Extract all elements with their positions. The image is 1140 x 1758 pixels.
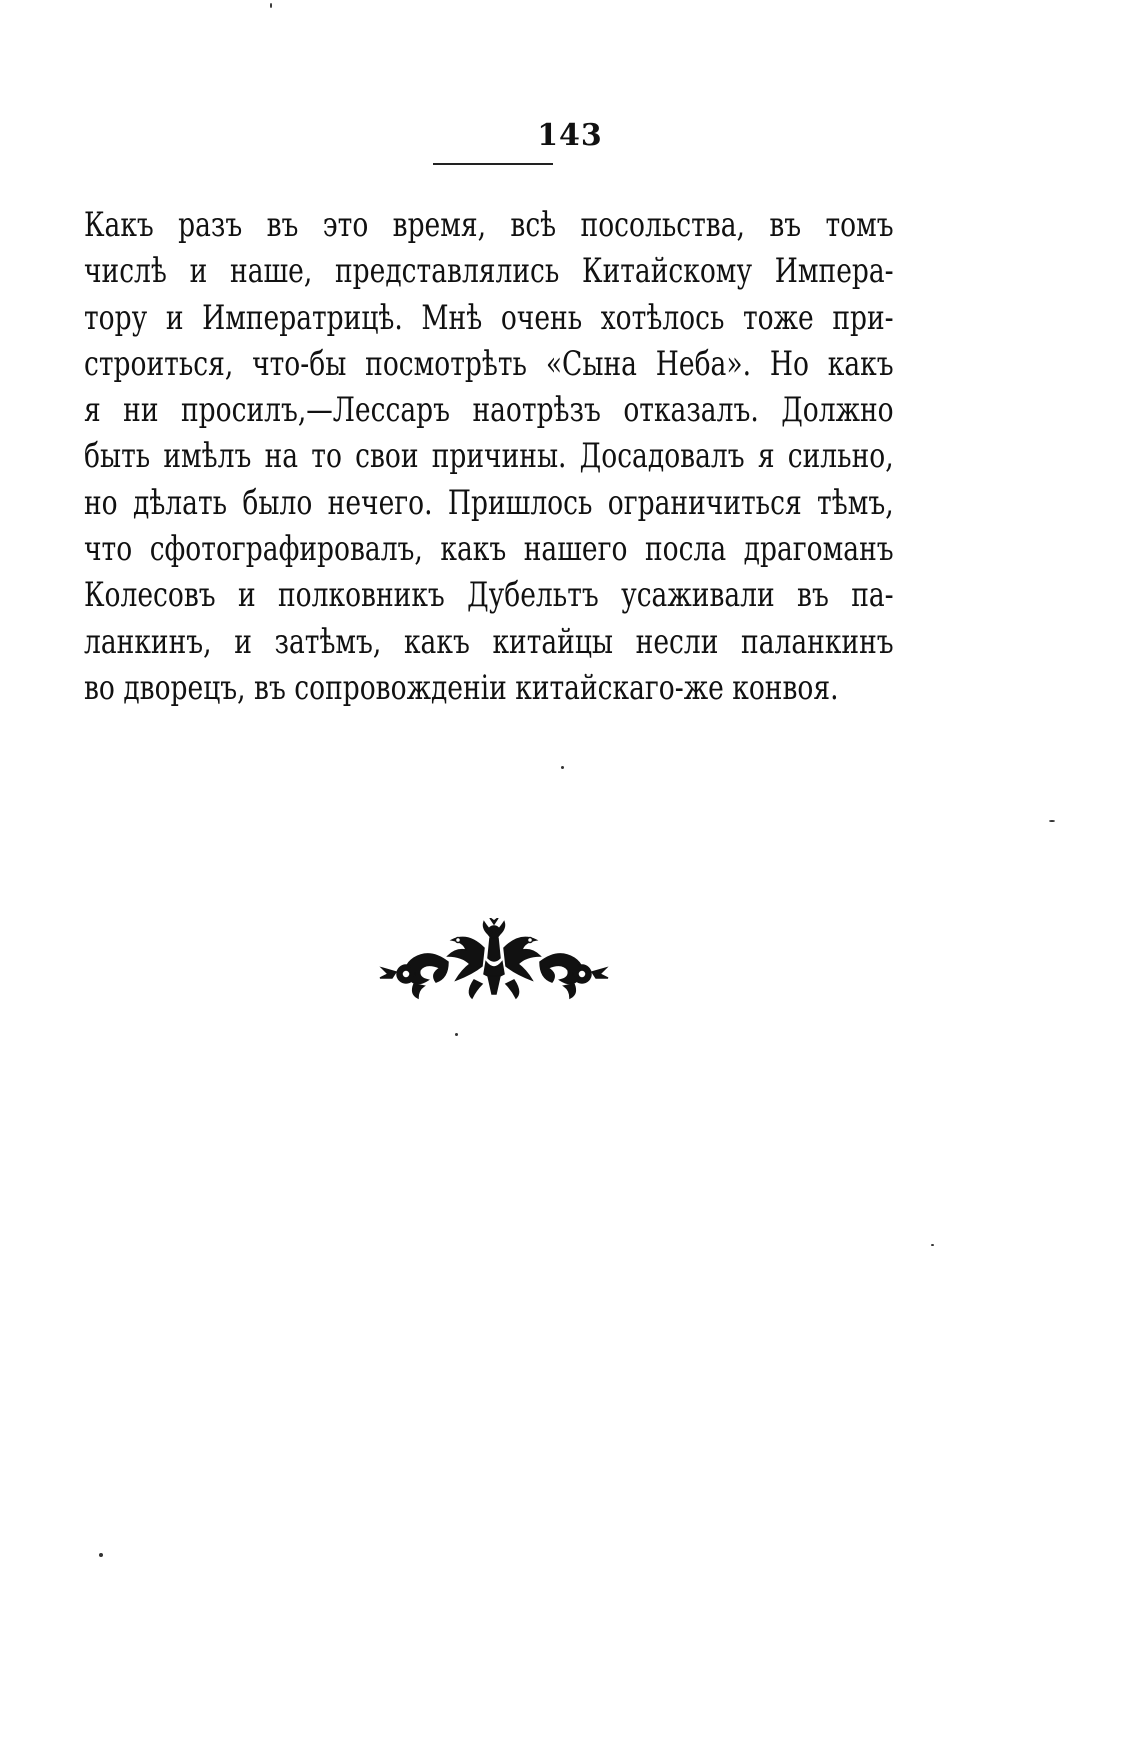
scan-speck — [561, 766, 564, 769]
scan-speck — [1049, 820, 1055, 822]
page-number: 143 — [537, 118, 603, 153]
text-line: числѣ и наше, представлялись Китайскому Импера- — [84, 251, 894, 292]
text-line: Какъ разъ въ это время, всѣ посольства, въ томъ — [84, 205, 894, 245]
scan-speck — [455, 1033, 458, 1036]
header-rule — [433, 163, 553, 165]
text-line: тору и Императрицѣ. Мнѣ очень хотѣлось тоже при- — [84, 297, 894, 338]
text-line: во дворецъ, въ сопровожденіи китайскаго-же конвоя. — [84, 667, 839, 708]
text-line: ланкинъ, и затѣмъ, какъ китайцы несли паланкинъ — [84, 621, 894, 662]
scan-speck — [270, 3, 272, 8]
body-paragraph — [84, 202, 894, 711]
text-line: строиться, что-бы посмотрѣть «Сына Неба». Но какъ — [84, 343, 894, 384]
text-line: я ни просилъ,—Лессаръ наотрѣзъ отказалъ. Должно — [84, 390, 894, 431]
text-line: Колесовъ и полковникъ Дубельтъ усаживали въ па- — [84, 575, 894, 616]
scan-speck — [931, 1244, 934, 1246]
scan-speck — [99, 1553, 103, 1557]
floral-griffin-vignette-icon — [378, 918, 610, 1000]
text-line: быть имѣлъ на то свои причины. Досадовалъ я сильно, — [84, 436, 894, 477]
text-line: но дѣлать было нечего. Пришлось ограничиться тѣмъ, — [84, 482, 894, 523]
text-line: что сфотографировалъ, какъ нашего посла драгоманъ — [84, 529, 894, 570]
